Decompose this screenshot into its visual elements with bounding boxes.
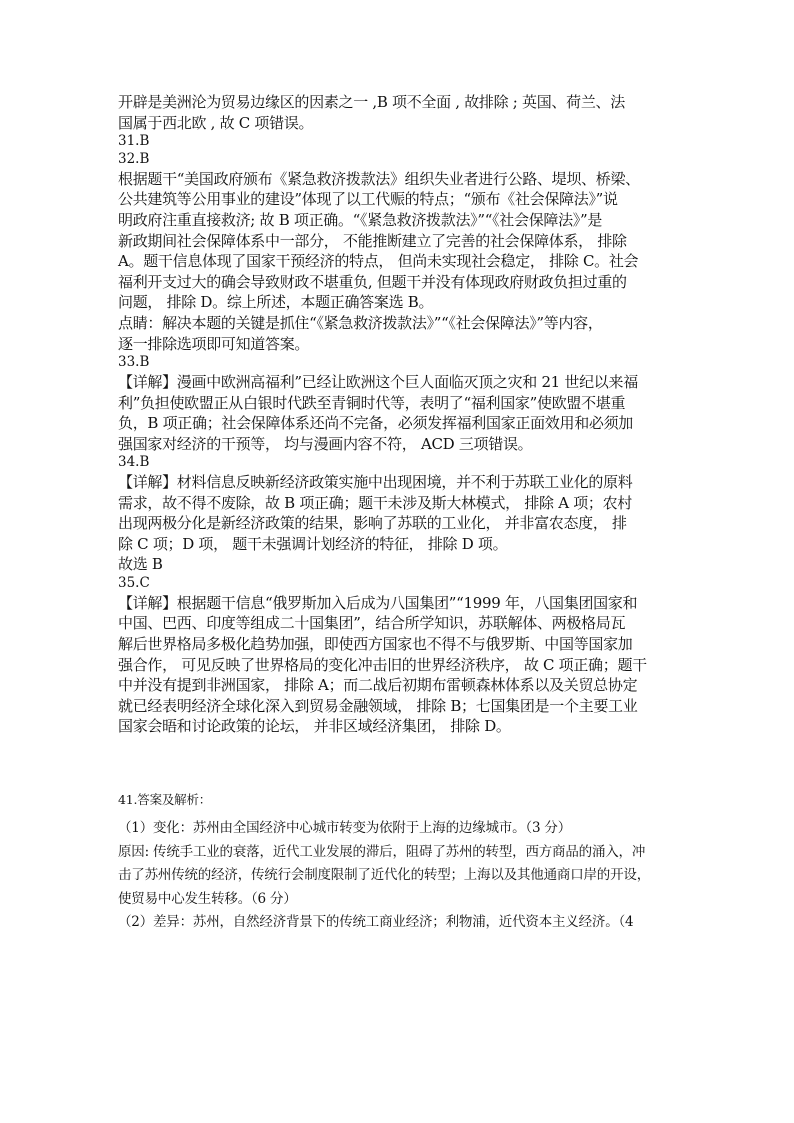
explanation-line: 负，B 项正确；社会保障体系还尚不完备，必须发挥福利国家正面效用和必须加 — [118, 414, 633, 433]
explanation-line: 福利开支过大的确会导致财政不堪重负, 但题干并没有体现政府财政负担过重的 — [118, 272, 627, 291]
answer-explanations-41 — [118, 789, 678, 935]
answer-line: （1）变化：苏州由全国经济中心城市转变为依附于上海的边缘城市。（3 分） — [118, 820, 572, 837]
explanation-line: 故选 B — [118, 555, 163, 574]
explanation-line: 利”负担使欧盟正从白银时代跌至青铜时代等，表明了“福利国家”使欧盟不堪重 — [118, 393, 626, 412]
answer-line: 原因: 传统手工业的衰落，近代工业发展的滞后，阻碍了苏州的转型，西方商品的涌入，冲 — [118, 843, 646, 860]
question-number: 33.B — [118, 354, 150, 371]
question-number: 35.C — [118, 575, 150, 592]
explanation-line: 【详解】材料信息反映新经济政策实施中出现困境，并不利于苏联工业化的原料 — [118, 473, 633, 492]
explanation-line: 根据题干“美国政府颁布《紧急救济拨款法》组织失业者进行公路、堤坝、桥梁、 — [118, 169, 640, 188]
answer-line: 击了苏州传统的经济，传统行会制度限制了近代化的转型；上海以及其他通商口岸的开设， — [118, 867, 650, 884]
explanation-line: 国家会晤和讨论政策的论坛， 并非区域经济集团， 排除 D。 — [118, 717, 511, 736]
explanation-line: 问题， 排除 D。综上所述，本题正确答案选 B。 — [118, 293, 434, 312]
answer-explanations-31-35 — [118, 92, 678, 737]
explanation-line: 【详解】根据题干信息“俄罗斯加入后成为八国集团”“1999 年，八国集团国家和 — [118, 593, 638, 612]
answer-line: 使贸易中心发生转移。（6 分） — [118, 890, 297, 907]
explanation-line: 就已经表明经济全球化深入到贸易金融领域， 排除 B；七国集团是一个主要工业 — [118, 696, 638, 715]
explanation-line: 新政期间社会保障体系中一部分， 不能推断建立了完善的社会保障体系， 排除 — [118, 231, 627, 250]
explanation-line: 除 C 项；D 项， 题干未强调计划经济的特征， 排除 D 项。 — [118, 534, 508, 553]
document-page — [118, 92, 678, 935]
question-number: 32.B — [118, 150, 150, 167]
explanation-line: 强合作， 可见反映了世界格局的变化冲击旧的世界经济秩序， 故 C 项正确；题干 — [118, 655, 647, 674]
explanation-line: 逐一排除选项即可知道答案。 — [118, 334, 310, 353]
explanation-line: 明政府注重直接救济; 故 B 项正确。“《紧急救济拨款法》”“《社会保障法》”是 — [118, 210, 603, 229]
question-number: 31.B — [118, 133, 150, 150]
explanation-line: 中国、巴西、印度等组成二十国集团”，结合所学知识，苏联解体、两极格局瓦 — [118, 614, 626, 633]
explanation-line: 国属于西北欧 , 故 C 项错误。 — [118, 113, 314, 132]
section-heading: 41.答案及解析： — [118, 792, 212, 808]
explanation-line: 【详解】漫画中欧洲高福利”已经让欧洲这个巨人面临灭顶之灾和 21 世纪以来福 — [118, 372, 638, 391]
explanation-line: 强国家对经济的干预等， 均与漫画内容不符， ACD 三项错误。 — [118, 434, 533, 453]
explanation-line: 点睛：解决本题的关键是抓住“《紧急救济拨款法》”“《社会保障法》”等内容， — [118, 313, 603, 332]
explanation-line: 解后世界格局多极化趋势加强，即使西方国家也不得不与俄罗斯、中国等国家加 — [118, 635, 633, 654]
explanation-line: 公共建筑等公用事业的建设”体现了以工代赈的特点；“颁布《社会保障法》”说 — [118, 190, 618, 209]
explanation-line: 出现两极分化是新经济政策的结果，影响了苏联的工业化， 并非富农态度， 排 — [118, 514, 627, 533]
answer-line: （2）差异：苏州，自然经济背景下的传统工商业经济；利物浦，近代资本主义经济。（4 — [118, 914, 634, 931]
explanation-line: A。题干信息体现了国家干预经济的特点， 但尚未实现社会稳定， 排除 C。社会 — [118, 252, 639, 271]
section-gap — [118, 737, 678, 789]
explanation-line: 需求，故不得不废除，故 B 项正确；题干未涉及斯大林模式， 排除 A 项；农村 — [118, 493, 632, 512]
question-number: 34.B — [118, 454, 150, 471]
explanation-line: 中并没有提到非洲国家， 排除 A；而二战后初期布雷顿森林体系以及关贸总协定 — [118, 676, 638, 695]
explanation-line: 开辟是美洲沦为贸易边缘区的因素之一 ,B 项不全面 , 故排除 ; 英国、荷兰、法 — [118, 93, 625, 111]
